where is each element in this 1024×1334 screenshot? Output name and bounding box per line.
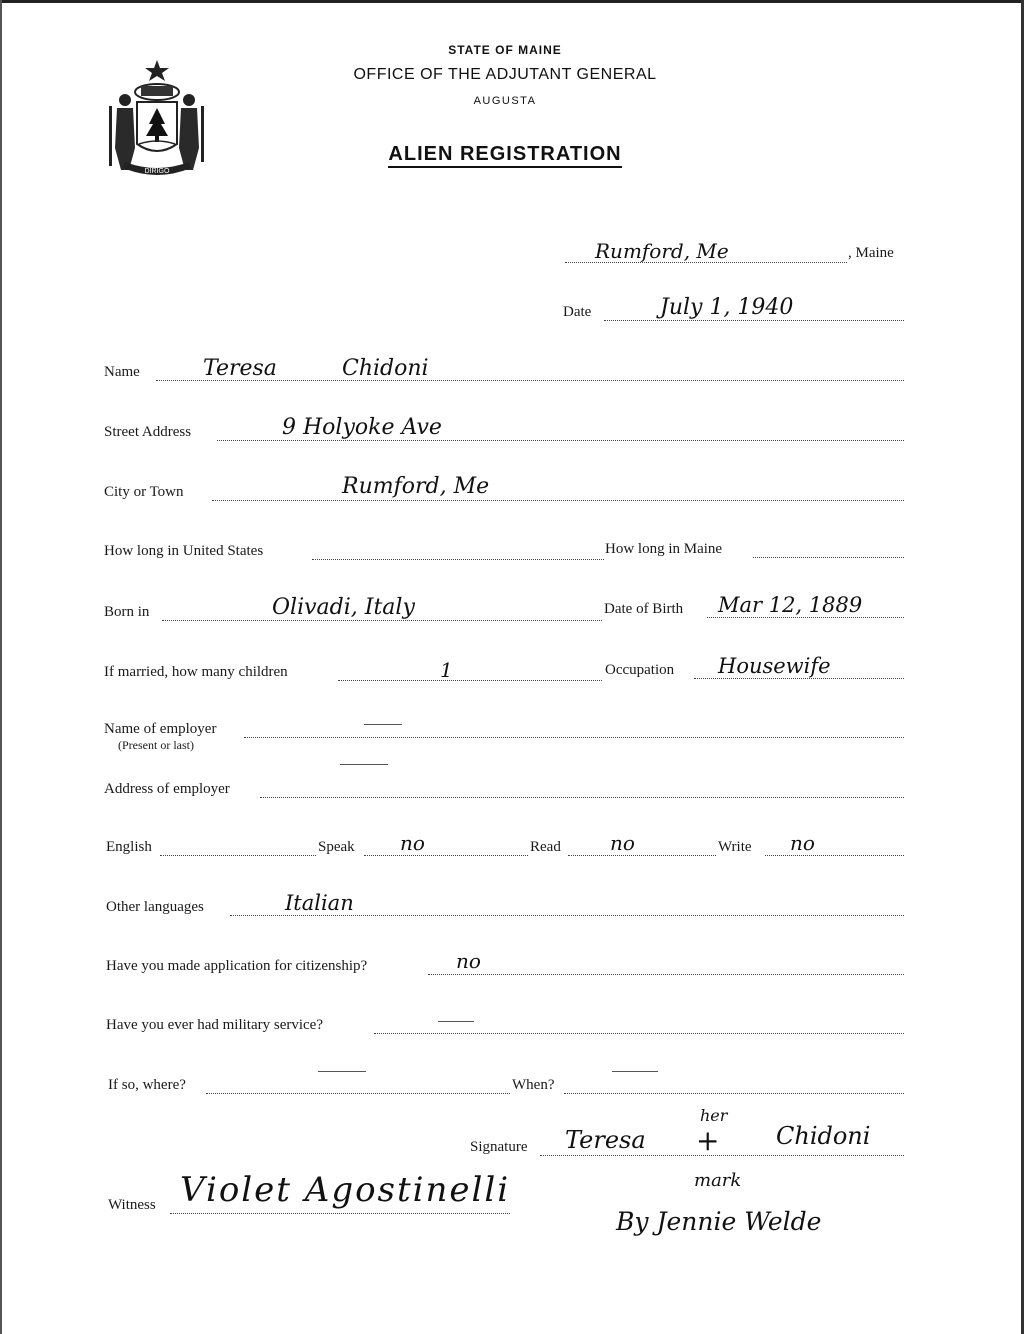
form-title-text: ALIEN REGISTRATION: [388, 143, 621, 168]
city-heading: AUGUSTA: [473, 95, 537, 107]
maine-label: , Maine: [848, 245, 894, 261]
when-line: [564, 1093, 904, 1094]
born-in-line: [162, 620, 602, 621]
employer-address-line: [260, 797, 904, 798]
military-line: [374, 1033, 904, 1034]
employer-label: Name of employer: [104, 721, 217, 737]
signature-by: By Jennie Welde: [616, 1207, 822, 1236]
write-value: no: [790, 831, 815, 855]
write-label: Write: [718, 839, 752, 855]
witness-value: Violet Agostinelli: [180, 1170, 511, 1210]
scan-border-top: [0, 0, 1024, 3]
signature-line: [540, 1155, 904, 1156]
born-in-value: Olivadi, Italy: [272, 595, 415, 620]
how-long-maine-label: How long in Maine: [605, 541, 723, 557]
how-long-us-label: How long in United States: [104, 543, 264, 559]
military-blank-dash: [438, 1021, 474, 1022]
office-heading: OFFICE OF THE ADJUTANT GENERAL: [353, 66, 657, 83]
english-label: English: [106, 839, 152, 855]
employer-address-blank-dash: [340, 764, 388, 765]
other-languages-label: Other languages: [106, 899, 204, 915]
other-languages-value: Italian: [285, 891, 354, 915]
born-in-label: Born in: [104, 604, 150, 620]
write-line: [765, 855, 904, 856]
seal-ribbon-text: DIRIGO: [144, 168, 170, 175]
street-label: Street Address: [104, 424, 192, 440]
dob-label: Date of Birth: [604, 601, 684, 617]
form-title: [300, 143, 710, 166]
occupation-value: Housewife: [718, 654, 831, 678]
read-value: no: [610, 831, 635, 855]
english-line: [160, 855, 316, 856]
children-value: 1: [440, 658, 453, 682]
citizenship-value: no: [456, 949, 481, 973]
read-line: [568, 855, 716, 856]
other-languages-line: [230, 915, 904, 916]
first-name-value: Teresa: [203, 356, 277, 381]
city-line: [212, 500, 904, 501]
how-long-us-line: [312, 559, 604, 560]
where-line: [206, 1093, 510, 1094]
last-name-value: Chidoni: [342, 356, 429, 381]
where-blank-dash: [318, 1071, 366, 1072]
citizenship-label: Have you made application for citizenship?: [106, 958, 368, 974]
citizenship-line: [428, 974, 904, 975]
date-label: Date: [563, 304, 592, 320]
state-heading: STATE OF MAINE: [448, 43, 562, 57]
speak-label: Speak: [318, 839, 355, 855]
children-line: [338, 680, 602, 681]
how-long-maine-line: [753, 557, 904, 558]
employer-blank-dash: [364, 724, 402, 725]
occupation-line: [694, 678, 904, 679]
signature-mark-text: mark: [694, 1170, 742, 1191]
place-value: Rumford, Me: [595, 239, 729, 263]
city-label: City or Town: [104, 484, 184, 500]
scan-border-left: [0, 0, 2, 1334]
signature-first-name: Teresa: [565, 1126, 646, 1154]
when-label: When?: [512, 1077, 555, 1093]
employer-address-label: Address of employer: [104, 781, 230, 797]
witness-line: [170, 1213, 510, 1214]
date-line: [604, 320, 904, 321]
signature-label: Signature: [470, 1139, 528, 1155]
employer-line: [244, 737, 904, 738]
dob-value: Mar 12, 1889: [718, 593, 863, 617]
name-label: Name: [104, 364, 140, 380]
when-blank-dash: [612, 1071, 658, 1072]
signature-last-name: Chidoni: [776, 1122, 871, 1150]
where-label: If so, where?: [108, 1077, 186, 1093]
occupation-label: Occupation: [605, 662, 675, 678]
street-value: 9 Holyoke Ave: [282, 415, 442, 440]
signature-x-mark: +: [696, 1124, 720, 1157]
speak-line: [364, 855, 528, 856]
witness-label: Witness: [108, 1197, 156, 1213]
maine-state-seal: [103, 58, 211, 180]
dob-line: [707, 617, 904, 618]
read-label: Read: [530, 839, 561, 855]
employer-sublabel: (Present or last): [118, 738, 194, 752]
city-value: Rumford, Me: [342, 474, 490, 499]
street-line: [217, 440, 904, 441]
military-label: Have you ever had military service?: [106, 1017, 323, 1033]
signature-her: her: [700, 1106, 728, 1125]
children-label: If married, how many children: [104, 664, 288, 680]
date-value: July 1, 1940: [660, 295, 794, 320]
speak-value: no: [400, 831, 425, 855]
